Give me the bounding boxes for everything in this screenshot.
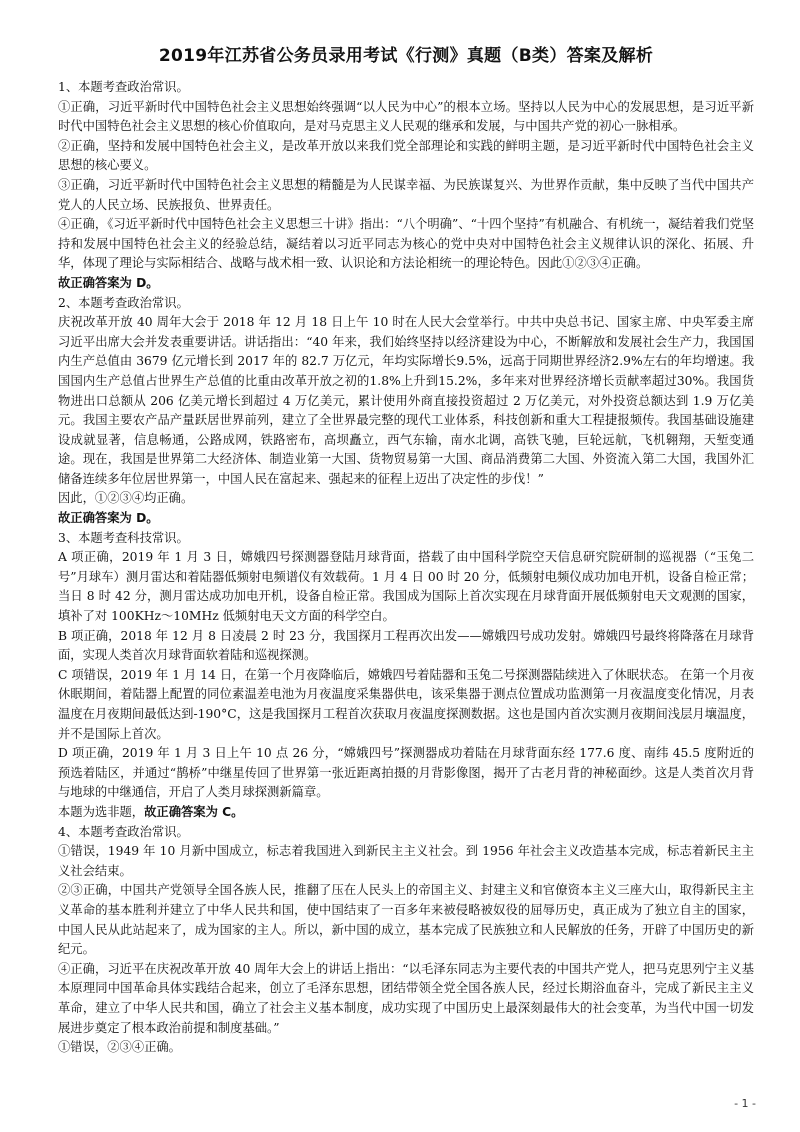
q3-option-c: C 项错误，2019 年 1 月 14 日，在第一个月夜降临后，嫦娥四号着陆器和玉兔二号探测器陆续进入了休眠状态。 在第一个月夜休眠期间，着陆器上配置的同位素温差电池为月夜温度采集器供电，该采集器于测点位置成功监测第一月夜温度变化情况，月表温度在月夜期间最低达到-190°C，这是我国探月工程首次获取月夜温度探测数据。这也是国内首次实测月夜期间浅层月壤温度，并不是国际上首次。 bbox=[58, 667, 754, 741]
q4-item-1: ①错误，1949 年 10 月新中国成立，标志着我国进入到新民主主义社会。到 1956 年社会主义改造基本完成，标志着新民主主义社会结束。 bbox=[58, 844, 754, 878]
question-1 bbox=[58, 78, 754, 294]
q3-answer-line bbox=[58, 803, 754, 823]
q1-heading: 1、本题考查政治常识。 bbox=[58, 80, 189, 94]
q3-heading: 3、本题考查科技常识。 bbox=[58, 530, 189, 545]
q3-option-a: A 项正确，2019 年 1 月 3 日，嫦娥四号探测器登陆月球背面，搭载了由中国科学院空天信息研究院研制的巡视器（“玉兔二号”月球车）测月雷达和着陆器低频射电频谱仪有效载荷。1 月 4 日 00 时 20 分，低频射电频仪成功加电开机，设备自检正常；当日 8 时 42 分，测月雷达成功加电开机，设备自检正常。我国成为国际上首次实现在月球背面开展低频射电天文观测的国家，填补了对 100KHz～10MHz 低频射电天文方面的科学空白。 bbox=[58, 550, 754, 624]
q1-item-1: ①正确，习近平新时代中国特色社会主义思想始终强调“以人民为中心”的根本立场。坚持以人民为中心的发展思想，是习近平新时代中国特色社会主义思想的核心价值取向，是对马克思主义人民观的继承和发展，与中国共产党的初心一脉相承。 bbox=[58, 99, 754, 134]
q3-answer-prefix: 本题为选非题， bbox=[58, 804, 145, 819]
q2-conclusion: 因此，①②③④均正确。 bbox=[58, 491, 194, 506]
q4-conclusion: ①错误，②③④正确。 bbox=[58, 1040, 181, 1055]
q3-option-b: B 项正确，2018 年 12 月 8 日凌晨 2 时 23 分，我国探月工程再次出发——嫦娥四号成功发射。嫦娥四号最终将降落在月球背面，实现人类首次月球背面软着陆和巡视探测。 bbox=[58, 628, 754, 663]
q2-body: 庆祝改革开放 40 周年大会于 2018 年 12 月 18 日上午 10 时在人民大会堂举行。中共中央总书记、国家主席、中央军委主席习近平出席大会并发表重要讲话。讲话指出：“40 年来，我们始终坚持以经济建设为中心，不断解放和发展社会生产力，我国国内生产总值由 3679 亿元增长到 2017 年的 82.7 万亿元，年均实际增长9.5%，远高于同期世界经济2.9%左右的年均增速。我国国内生产总值占世界生产总值的比重由改革开放之初的1.8%上升到15.2%，多年来对世界经济增长贡献率超过30%。我国货物进出口总额从 206 亿美元增长到超过 4 万亿美元，累计使用外商直接投资超过 2 万亿美元，对外投资总额达到 1.9 万亿美元。我国主要农产品产量跃居世界前列，建立了全世界最完整的现代工业体系，科技创新和重大工程捷报频传。我国基础设施建设成就显著，信息畅通，公路成网，铁路密布，高坝矗立，西气东输，南水北调，高铁飞驰，巨轮远航，飞机翱翔，天堑变通途。现在，我国是世界第二大经济体、制造业第一大国、货物贸易第一大国、商品消费第二大国、外资流入第二大国，我国外汇储备连续多年位居世界第一，中国人民在富起来、强起来的征程上迈出了决定性的步伐！” bbox=[58, 315, 754, 486]
q1-item-3: ③正确，习近平新时代中国特色社会主义思想的精髓是为人民谋幸福、为民族谋复兴、为世界作贡献，集中反映了当代中国共产党人的人民立场、民族报负、世界责任。 bbox=[58, 177, 754, 212]
page-number: - 1 - bbox=[734, 1097, 756, 1111]
q3-answer: 故正确答案为 C。 bbox=[144, 804, 244, 819]
q2-answer: 故正确答案为 D。 bbox=[58, 511, 159, 526]
q1-item-4: ④正确，《习近平新时代中国特色社会主义思想三十讲》指出：“八个明确”、“十四个坚持”有机融合、有机统一，凝结着我们党坚持和发展中国特色社会主义的经验总结，凝结着以习近平同志为核心的党中央对中国特色社会主义规律认识的深化、拓展、升华，体现了理论与实际相结合、战略与战术相一致、认识论和方法论相统一的理论特色。因此①②③④正确。 bbox=[58, 217, 754, 271]
question-2 bbox=[58, 294, 754, 529]
q1-answer: 故正确答案为 D。 bbox=[58, 275, 159, 290]
q4-item-2-3: ②③正确，中国共产党领导全国各族人民，推翻了压在人民头上的帝国主义、封建主义和官僚资本主义三座大山，取得新民主主义革命的基本胜利并建立了中华人民共和国，使中国结束了一百多年来被侵略被奴役的屈辱历史，真正成为了独立自主的国家，中国人民从此站起来了，成为国家的主人。所以，新中国的成立，基本完成了民族独立和人民解放的任务，开辟了中国历史的新纪元。 bbox=[58, 883, 754, 957]
question-4 bbox=[58, 823, 754, 1058]
document-title: 2019年江苏省公务员录用考试《行测》真题（B类）答案及解析 bbox=[158, 46, 654, 66]
q1-item-2: ②正确，坚持和发展中国特色社会主义，是改革开放以来我们党全部理论和实践的鲜明主题，是习近平新时代中国特色社会主义思想的核心要义。 bbox=[58, 138, 754, 173]
q3-option-d: D 项正确，2019 年 1 月 3 日上午 10 点 26 分，“嫦娥四号”探测器成功着陆在月球背面东经 177.6 度、南纬 45.5 度附近的预选着陆区，并通过“鹊桥”中继星传回了世界第一张近距离拍摄的月背影像图，揭开了古老月背的神秘面纱。这是人类首次月背与地球的中继通信，开启了人类月球探测新篇章。 bbox=[58, 746, 754, 800]
q4-item-4: ④正确，习近平在庆祝改革开放 40 周年大会上的讲话上指出：“以毛泽东同志为主要代表的中国共产党人，把马克思列宁主义基本原理同中国革命具体实践结合起来，创立了毛泽东思想，团结带领全党全国各族人民，经过长期浴血奋斗，完成了新民主主义革命，建立了中华人民共和国，确立了社会主义基本制度，成功实现了中国历史上最深刻最伟大的社会变革，为当代中国一切发展进步奠定了根本政治前提和制度基础。” bbox=[58, 961, 754, 1035]
q2-heading: 2、本题考查政治常识。 bbox=[58, 295, 189, 310]
question-3 bbox=[58, 529, 754, 823]
q4-heading: 4、本题考查政治常识。 bbox=[58, 824, 189, 839]
